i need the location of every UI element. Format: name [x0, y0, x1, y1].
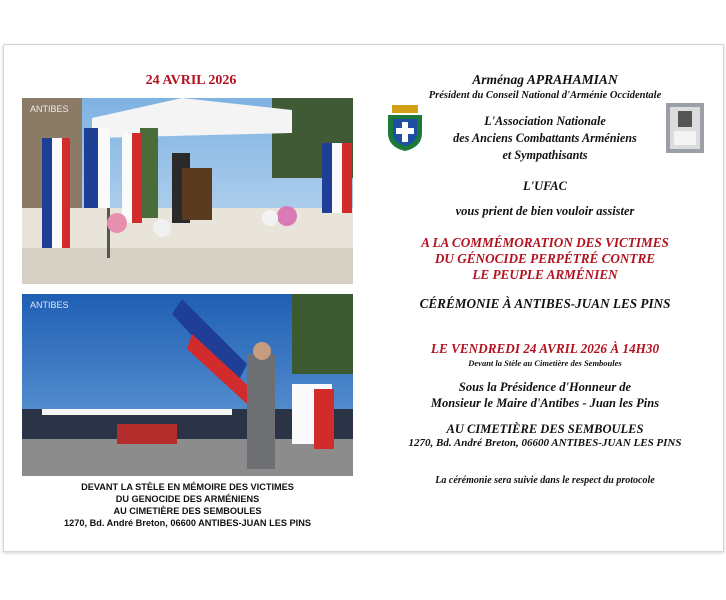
honour-presidency: Sous la Présidence d'Honneur de Monsieur le Maire d'Antibes - Juan les Pins [430, 380, 660, 410]
invitation-text: vous prient de bien vouloir assister [455, 204, 635, 218]
event-date-heading: 24 AVRIL 2026 [145, 73, 237, 88]
ceremony-photo-top [22, 98, 353, 284]
cemetery-address: 1270, Bd. André Breton, 06600 ANTIBES-JUAN LES PINS [408, 437, 682, 449]
invitation-card [3, 44, 724, 552]
cemetery-name: AU CIMETIÈRE DES SEMBOULES [446, 422, 644, 436]
commemoration-title: A LA COMMÉMORATION DES VICTIMES DU GÉNOCIDE PERPÉTRÉ CONTRE LE PEUPLE ARMÉNIEN [421, 235, 669, 282]
event-datetime: LE VENDREDI 24 AVRIL 2026 À 14H30 [430, 341, 660, 356]
caption-line: DU GENOCIDE DES ARMÉNIENS [115, 494, 260, 504]
caption-line: AU CIMETIÈRE DES SEMBOULES [113, 506, 262, 516]
caption-line: DEVANT LA STÈLE EN MÉMOIRE DES VICTIMES [81, 482, 294, 492]
protocol-note: La cérémonie sera suivie dans le respect du protocole [435, 475, 655, 486]
president-title: Président du Conseil National d'Arménie Occidentale [428, 90, 662, 101]
photo-caption [22, 481, 353, 529]
association-name: L'Association Nationale des Anciens Combattants Arméniens et Sympathisants [453, 114, 637, 162]
ceremony-photo-bottom [22, 294, 353, 476]
stele-location-note: Devant la Stèle au Cimetière des Semboules [468, 358, 622, 368]
antibes-logo: ANTIBES [30, 104, 69, 114]
ceremony-location-title: CÉRÉMONIE À ANTIBES-JUAN LES PINS [419, 296, 671, 311]
caption-line: 1270, Bd. André Breton, 06600 ANTIBES-JUAN LES PINS [64, 518, 311, 528]
antibes-logo: ANTIBES [30, 300, 69, 310]
ufac-label: L'UFAC [522, 179, 567, 193]
president-name: Arménag APRAHAMIAN [472, 72, 618, 87]
